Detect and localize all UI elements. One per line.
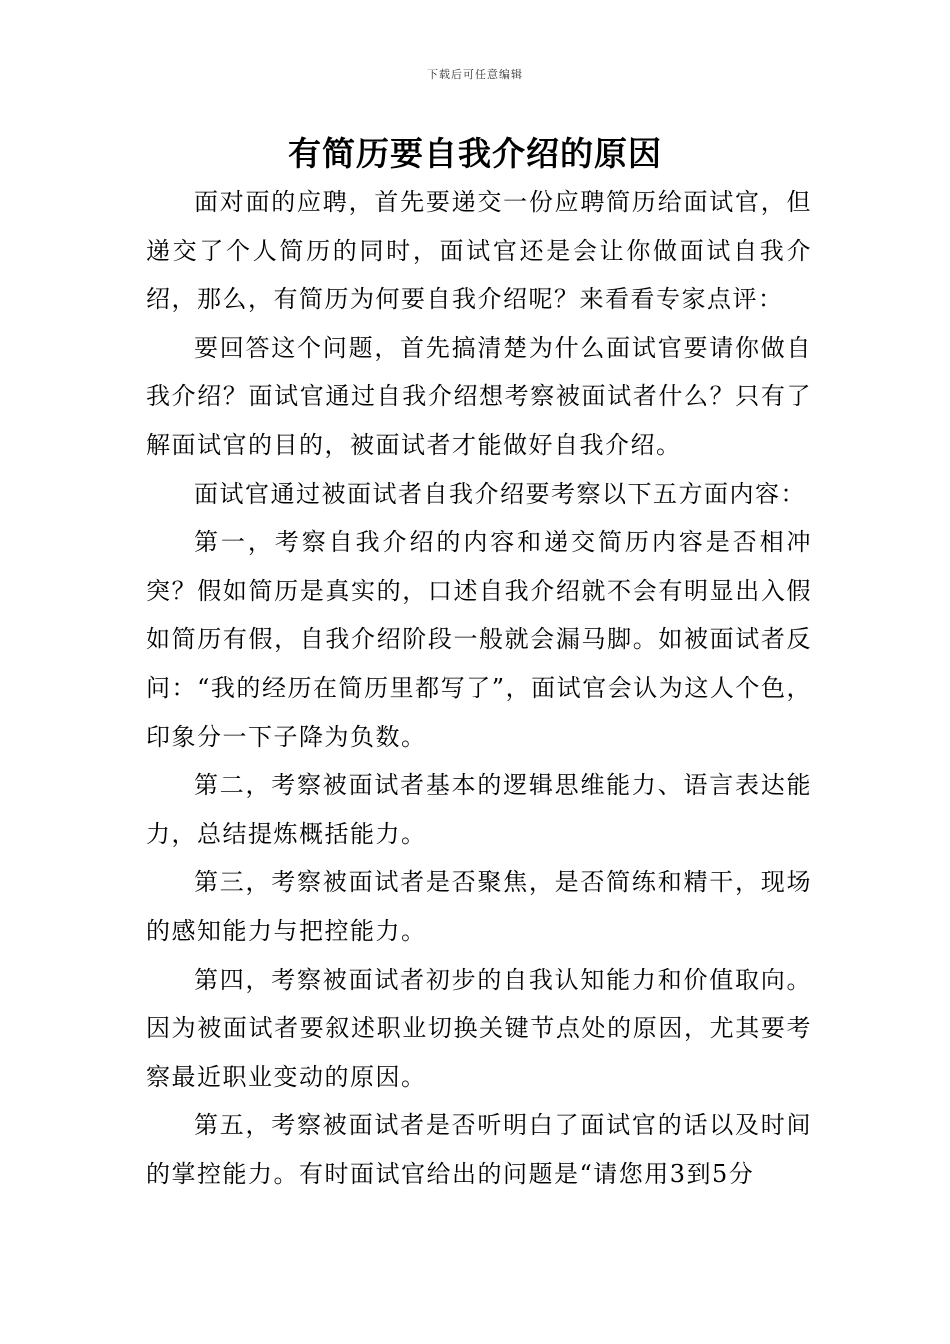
document-body (146, 178, 812, 1198)
paragraph-second: 第二，考察被面试者基本的逻辑思维能力、语言表达能力，总结提炼概括能力。 (146, 771, 812, 848)
header-note: 下载后可任意编辑 (427, 68, 523, 81)
paragraph-question: 要回答这个问题，首先搞清楚为什么面试官要请你做自我介绍？面试官通过自我介绍想考察被面试者什么？只有了解面试官的目的，被面试者才能做好自我介绍。 (146, 333, 812, 459)
paragraph-first: 第一，考察自我介绍的内容和递交简历内容是否相冲突？假如简历是真实的，口述自我介绍就不会有明显出入假如简历有假，自我介绍阶段一般就会漏马脚。如被面试者反问：“我的经历在简历里都写了”，面试官会认为这人个色，印象分一下子降为负数。 (146, 528, 812, 751)
paragraph-intro: 面对面的应聘，首先要递交一份应聘简历给面试官，但递交了个人简历的同时，面试官还是会让你做面试自我介绍，那么，有简历为何要自我介绍呢？来看看专家点评： (146, 188, 812, 314)
paragraph-fourth: 第四，考察被面试者初步的自我认知能力和价值取向。因为被面试者要叙述职业切换关键节点处的原因，尤其要考察最近职业变动的原因。 (146, 965, 812, 1091)
paragraph-fifth: 第五，考察被面试者是否听明白了面试官的话以及时间的掌控能力。有时面试官给出的问题是“请您用3到5分 (146, 1111, 812, 1188)
paragraph-five-aspects: 面试官通过被面试者自我介绍要考察以下五方面内容： (194, 479, 806, 508)
paragraph-third: 第三，考察被面试者是否聚焦，是否简练和精干，现场的感知能力与把控能力。 (146, 868, 812, 945)
document-title: 有简历要自我介绍的原因 (288, 134, 662, 173)
